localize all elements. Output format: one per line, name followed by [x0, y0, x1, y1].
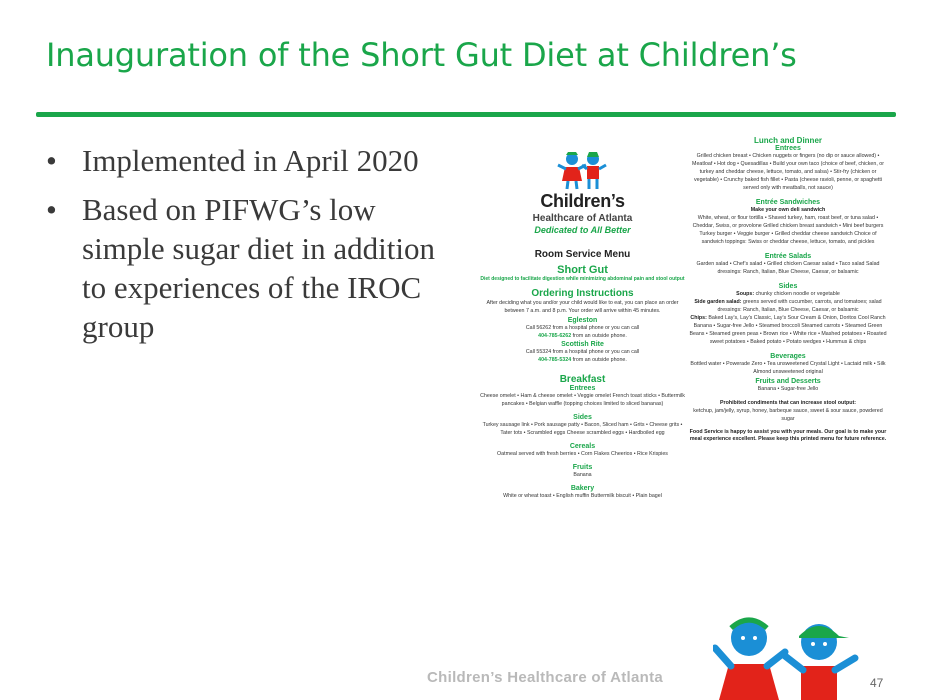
- sandwiches-lead-text: Make your own deli sandwich: [750, 207, 826, 213]
- garden-line: [688, 298, 888, 314]
- salads-heading: Entrée Salads: [764, 253, 812, 260]
- egleston-phone-line: [480, 332, 685, 340]
- footer-brand: Children’s Healthcare of Atlanta: [427, 669, 664, 686]
- soups-lead: Soups:: [736, 291, 755, 297]
- soups-line: [688, 290, 888, 298]
- garden-text: greens served with cucumber, carrots, and tomatoes; salad dressings: Ranch, Italian, Blue Cheese, Caesar, or balsamic: [717, 299, 882, 313]
- egleston-heading: Egleston: [567, 317, 598, 324]
- lunch-sides-heading: Sides: [778, 283, 798, 290]
- bullet-list: [44, 141, 444, 356]
- menu-brand-sub: Healthcare of Atlanta: [532, 213, 633, 224]
- breakfast-fruits: Banana: [573, 472, 592, 478]
- menu-image: [480, 133, 890, 633]
- short-gut-heading: Short Gut: [557, 264, 608, 276]
- scottish-rite-call: Call 55324 from a hospital phone or you can call: [525, 349, 640, 355]
- slide-title: Inauguration of the Short Gut Diet at Children’s: [46, 36, 797, 74]
- sandwiches-text: White, wheat, or flour tortilla • Shaved turkey, ham, roast beef, or tuna salad • Cheddar, Swiss, or provolone Grilled chicken breast sandwich • Mini beef burgers Turkey burger • Veggie burger • Grilled cheddar cheese sandwich Choice of sandwich toppings: Swiss or cheddar cheese, lettuce, tomato, and pickles: [692, 215, 884, 245]
- prohibited-lead: Prohibited condiments that can increase stool output:: [720, 400, 856, 406]
- sandwiches-heading: Entrée Sandwiches: [755, 199, 821, 206]
- scottish-rite-phone: 404-785-5324: [538, 357, 572, 363]
- garden-lead: Side garden salad:: [694, 299, 742, 305]
- scottish-rite-heading: Scottish Rite: [561, 341, 604, 348]
- prohibited-text: ketchup, jam/jelly, syrup, honey, barbeque sauce, sweet & sour sauce, powdered sugar: [693, 408, 883, 422]
- desserts-heading: Fruits and Desserts: [755, 378, 821, 385]
- egleston-phone: 404-785-6262: [538, 333, 572, 339]
- menu-tagline: Dedicated to All Better: [534, 225, 631, 235]
- title-divider: [36, 112, 896, 117]
- bullet-item: [44, 141, 444, 180]
- sandwiches-lead: [688, 206, 888, 214]
- lunch-sides-more: Banana • Sugar-free Jello • Steamed broccoli Steamed carrots • Steamed Green Beans • Steamed green peas • Brown rice • White rice • Mashed potatoes • Roasted sweet potatoes • Baked potato • Potato wedges • Hummus & chips: [689, 323, 887, 345]
- scottish-rite-suffix: from an outside phone.: [572, 357, 627, 363]
- lunch-heading: Lunch and Dinner: [754, 136, 822, 145]
- lunch-entrees: Grilled chicken breast • Chicken nuggets or fingers (no dip or sauce allowed) • Meatloaf • Hot dog • Quesadillas • Build your own taco (choice of beef, chicken, or turkey and cheddar cheese, lettuce, tomato, and salsa) • Stir-fry (chicken or vegetable) • Crunchy baked fish fillet • Pasta (cheese ravioli, penne, or spaghetti served only with meatballs, not sauce): [692, 153, 884, 191]
- ordering-text: After deciding what you and/or your child would like to eat, you can place an order between 7 a.m. and 8 p.m. Your order will arrive within 45 minutes.: [486, 300, 679, 314]
- menu-brand: Children’s: [540, 191, 625, 211]
- breakfast-sides: Turkey sausage link • Pork sausage patty • Bacon, Sliced ham • Grits • Cheese grits • Tater tots • Scrambled eggs Cheese scrambled eggs • Hardboiled egg: [482, 422, 683, 436]
- chips-line: [688, 314, 888, 322]
- prohibited-lead-line: [688, 399, 888, 407]
- bakery-heading: Bakery: [570, 485, 595, 492]
- room-service-title: Room Service Menu: [534, 249, 631, 260]
- breakfast-fruits-heading: Fruits: [572, 464, 593, 471]
- chips-text: Baked Lay’s, Lay’s Classic, Lay’s Sour Cream & Onion, Doritos Cool Ranch: [708, 315, 886, 321]
- salads-text: Garden salad • Chef’s salad • Grilled chicken Caesar salad • Taco salad Salad dressings: Ranch, Italian, Blue Cheese, Caesar, or balsamic: [696, 261, 880, 275]
- breakfast-entrees-heading: Entrees: [569, 385, 596, 392]
- bullet-dot-icon: •: [46, 143, 57, 178]
- ordering-heading: Ordering Instructions: [531, 288, 634, 299]
- bullet-text: Based on PIFWG’s low simple sugar diet in addition to experiences of the IROC group: [82, 192, 436, 344]
- cereals-heading: Cereals: [569, 443, 596, 450]
- page-number: 47: [870, 676, 884, 690]
- menu-right-column: [688, 133, 888, 443]
- breakfast-entrees: Cheese omelet • Ham & cheese omelet • Veggie omelet French toast sticks • Buttermilk pancakes • Belgian waffle (topping choices limited to sliced bananas): [480, 393, 685, 407]
- egleston-call: Call 56262 from a hospital phone or you can call: [525, 325, 640, 331]
- chips-lead: Chips:: [690, 315, 707, 321]
- kids-mascot-icon: [713, 612, 863, 700]
- beverages-heading: Beverages: [770, 353, 806, 360]
- scottish-rite-phone-line: [480, 356, 685, 364]
- breakfast-sides-heading: Sides: [573, 414, 592, 421]
- desserts-text: Banana • Sugar-free Jello: [757, 386, 819, 392]
- childrens-logo-icon: [556, 151, 610, 191]
- bullet-dot-icon: •: [46, 192, 57, 227]
- cereals-text: Oatmeal served with fresh berries • Corn Flakes Cheerios • Rice Krispies: [497, 451, 668, 457]
- beverages-text: Bottled water • Powerade Zero • Tea unsweetened Crystal Light • Lactaid milk • Silk Almond unsweetened original: [690, 361, 886, 375]
- bakery-text: White or wheat toast • English muffin Buttermilk biscuit • Plain bagel: [503, 493, 662, 499]
- soups-text: chunky chicken noodle or vegetable: [755, 291, 840, 297]
- bullet-text: Implemented in April 2020: [82, 143, 419, 178]
- menu-left-column: [480, 133, 685, 500]
- bullet-item: [44, 190, 444, 346]
- breakfast-heading: Breakfast: [559, 374, 606, 385]
- lunch-entrees-heading: Entrees: [775, 145, 801, 152]
- short-gut-note: Diet designed to facilitate digestion while minimizing abdominal pain and stool output: [480, 276, 685, 282]
- egleston-suffix: from an outside phone.: [572, 333, 627, 339]
- menu-closing: Food Service is happy to assist you with your meals. Our goal is to make your meal experience excellent. Please keep this printed menu for future reference.: [689, 429, 887, 442]
